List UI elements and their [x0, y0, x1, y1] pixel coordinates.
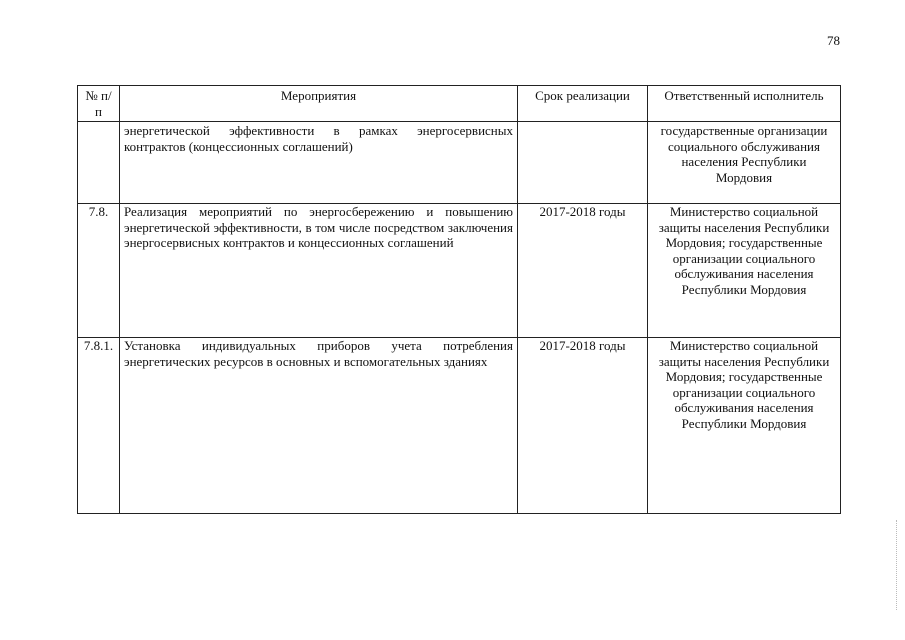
header-responsible: Ответственный исполнитель — [648, 86, 841, 122]
row-activity: Реализация мероприятий по энергосбережению и повышению энергетической эффективности, в том числе посредством заключения энергосервисных контрактов и концессионных соглашений — [120, 204, 518, 338]
header-num: № п/п — [78, 86, 120, 122]
page-number: 78 — [827, 33, 840, 48]
table-header-row — [78, 86, 841, 122]
row-responsible: Министерство социальной защиты населения Республики Мордовия; государственные организации социального обслуживания населения Республики Мордовия — [648, 204, 841, 338]
row-responsible: государственные организации социального обслуживания населения Республики Мордовия — [648, 122, 841, 204]
row-num — [78, 122, 120, 204]
row-responsible: Министерство социальной защиты населения Республики Мордовия; государственные организации социального обслуживания населения Республики Мордовия — [648, 338, 841, 514]
header-term: Срок реализации — [518, 86, 648, 122]
table-row — [78, 122, 841, 204]
activities-table — [77, 85, 841, 514]
row-term — [518, 122, 648, 204]
row-num: 7.8. — [78, 204, 120, 338]
header-activity: Мероприятия — [120, 86, 518, 122]
row-activity: энергетической эффективности в рамках энергосервисных контрактов (концессионных соглашений) — [120, 122, 518, 204]
row-activity: Установка индивидуальных приборов учета потребления энергетических ресурсов в основных и вспомогательных зданиях — [120, 338, 518, 514]
table-row — [78, 338, 841, 514]
row-term: 2017-2018 годы — [518, 338, 648, 514]
scan-edge-mark — [896, 520, 899, 610]
row-num: 7.8.1. — [78, 338, 120, 514]
table-row — [78, 204, 841, 338]
row-term: 2017-2018 годы — [518, 204, 648, 338]
